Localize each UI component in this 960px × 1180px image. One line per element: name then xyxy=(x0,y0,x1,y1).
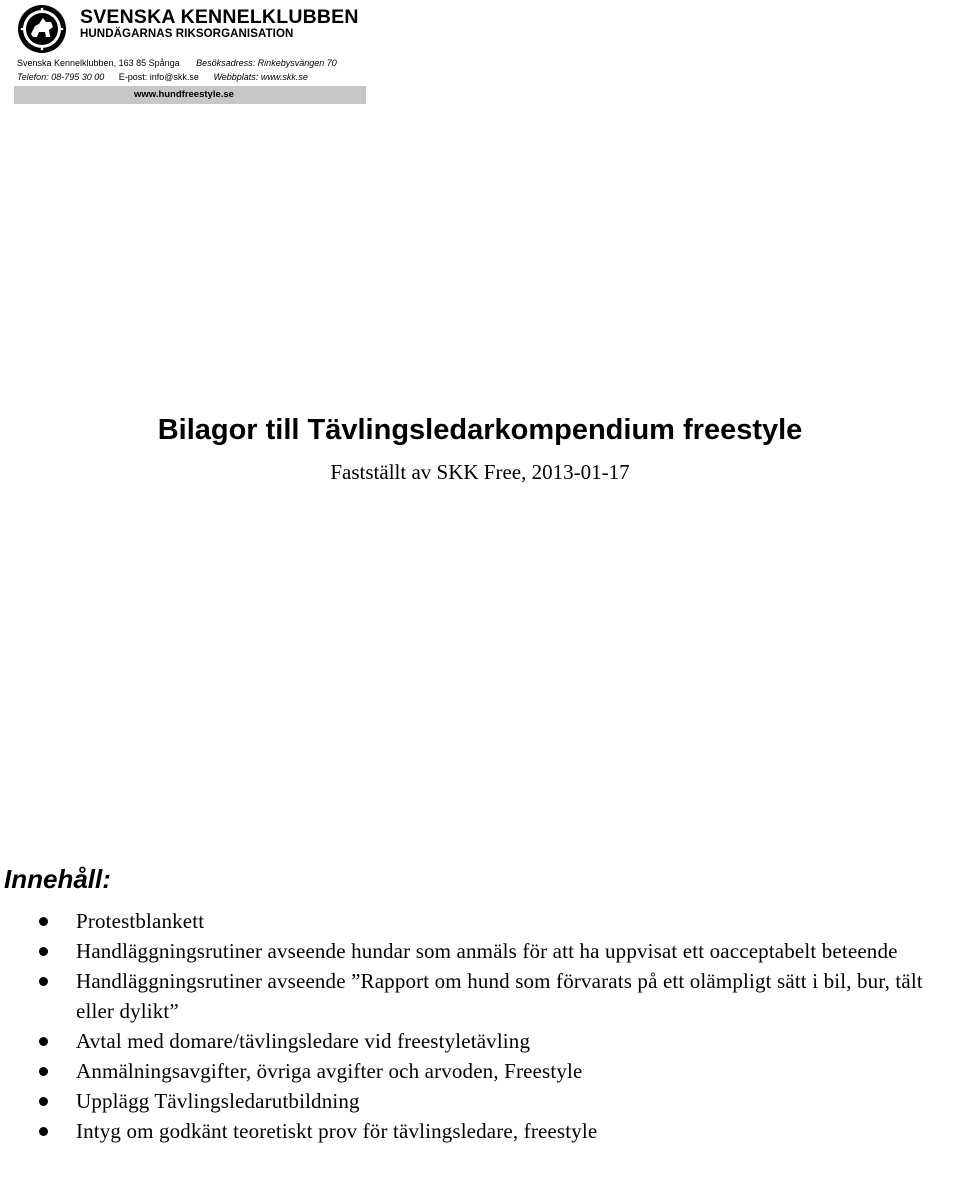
letterhead-address-row xyxy=(17,58,337,68)
freestyle-site-link: www.hundfreestyle.se xyxy=(134,89,234,100)
bullet-icon xyxy=(39,1097,48,1106)
org-subtitle: HUNDÄGARNAS RIKSORGANISATION xyxy=(80,28,294,40)
contents-item xyxy=(0,966,960,1026)
bullet-icon xyxy=(39,977,48,986)
bullet-icon xyxy=(39,1037,48,1046)
bullet-icon xyxy=(39,947,48,956)
contents-item-label: Upplägg Tävlingsledarutbildning xyxy=(76,1089,360,1113)
contents-item-label: Avtal med domare/tävlingsledare vid freestyletävling xyxy=(76,1029,531,1053)
contents-item-label: Intyg om godkänt teoretiskt prov för tävlingsledare, freestyle xyxy=(76,1119,598,1143)
website-link: Webbplats: www.skk.se xyxy=(213,72,308,82)
letterhead xyxy=(14,2,366,104)
contents-list xyxy=(0,906,960,1146)
document-title: Bilagor till Tävlingsledarkompendium freestyle xyxy=(157,414,803,446)
skk-emblem-icon xyxy=(17,4,67,54)
contents-item xyxy=(0,906,960,936)
contents-item xyxy=(0,1116,960,1146)
org-name: SVENSKA KENNELKLUBBEN xyxy=(80,6,359,28)
bullet-icon xyxy=(39,917,48,926)
contents-item-label: Protestblankett xyxy=(76,909,205,933)
letterhead-contact-row xyxy=(17,72,308,82)
freestyle-site-bar xyxy=(14,86,366,104)
contents-item xyxy=(0,1056,960,1086)
contents-item-label: Handläggningsrutiner avseende ”Rapport om hund som förvarats på ett olämpligt sätt i bil, bur, tält eller dylikt” xyxy=(76,969,923,1023)
contents-item xyxy=(0,936,960,966)
bullet-icon xyxy=(39,1127,48,1136)
postal-address: Svenska Kennelklubben, 163 85 Spånga xyxy=(17,58,180,68)
email-address: E-post: info@skk.se xyxy=(118,72,199,82)
bullet-icon xyxy=(39,1067,48,1076)
contents-item-label: Anmälningsavgifter, övriga avgifter och arvoden, Freestyle xyxy=(76,1059,583,1083)
contents-item xyxy=(0,1026,960,1056)
contents-heading: Innehåll: xyxy=(4,864,111,894)
visit-address: Besöksadress: Rinkebysvängen 70 xyxy=(196,58,337,68)
phone-number: Telefon: 08-795 30 00 xyxy=(17,72,105,82)
contents-item-label: Handläggningsrutiner avseende hundar som anmäls för att ha uppvisat ett oacceptabelt beteende xyxy=(76,939,898,963)
contents-item xyxy=(0,1086,960,1116)
document-subtitle: Fastställt av SKK Free, 2013-01-17 xyxy=(330,460,630,484)
